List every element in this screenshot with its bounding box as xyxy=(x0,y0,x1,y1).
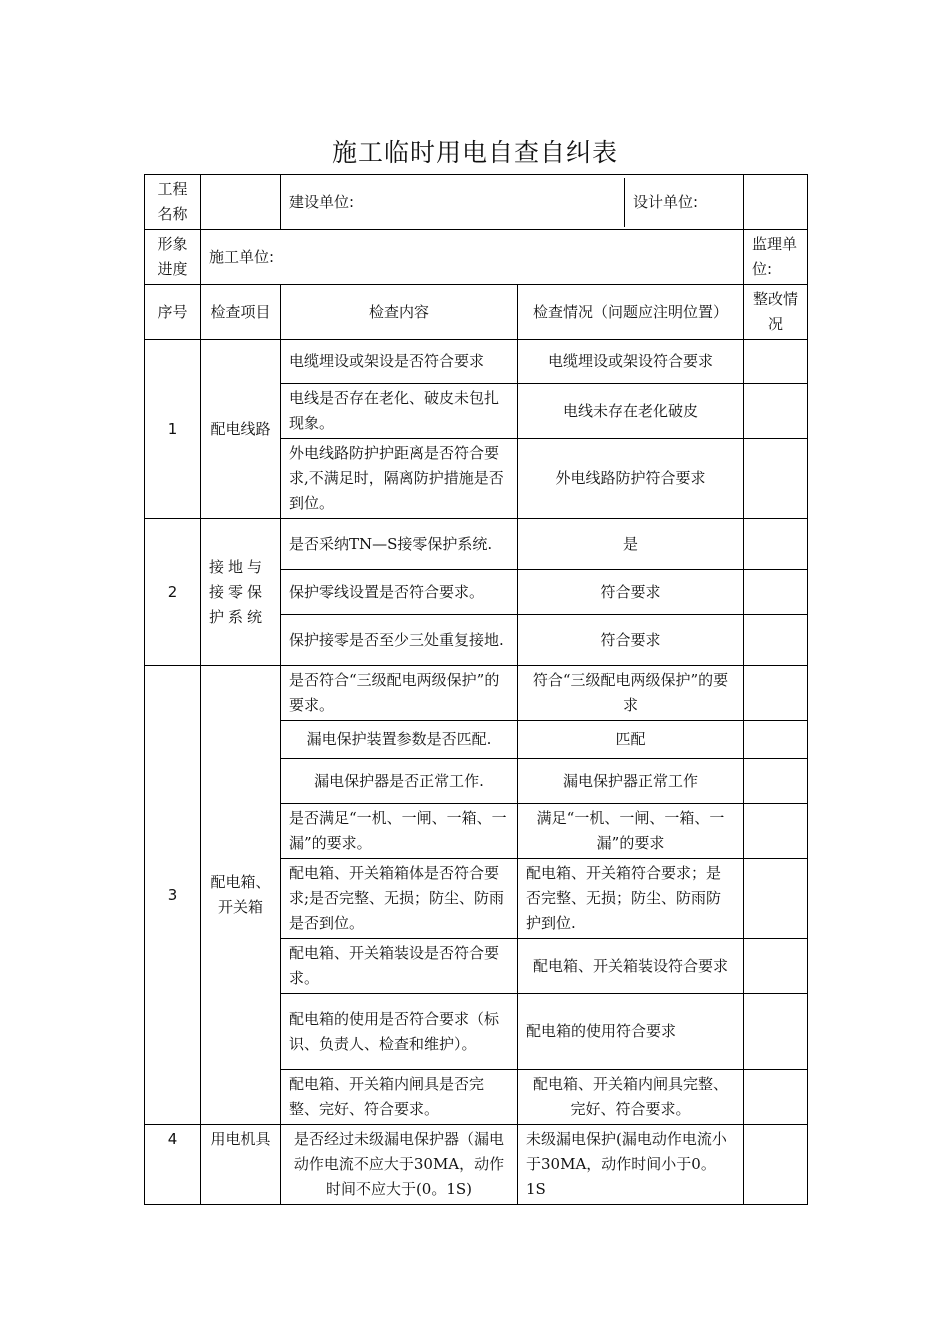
rectify-cell xyxy=(744,721,808,759)
status-cell: 符合要求 xyxy=(518,615,744,666)
builder-label: 建设单位: xyxy=(281,178,625,227)
status-cell: 匹配 xyxy=(518,721,744,759)
seq-cell: 3 xyxy=(145,666,201,1125)
status-cell: 电缆埋设或架设符合要求 xyxy=(518,340,744,384)
status-cell: 配电箱、开关箱装设符合要求 xyxy=(518,939,744,994)
builder-designer-cell xyxy=(281,175,744,230)
header-row-project xyxy=(145,175,808,230)
rectify-cell xyxy=(744,759,808,804)
col-item: 检查项目 xyxy=(201,285,281,340)
content-cell: 是否经过未级漏电保护器（漏电动作电流不应大于30MA，动作时间不应大于(0。1S) xyxy=(281,1125,518,1205)
rectify-cell xyxy=(744,859,808,939)
status-cell: 配电箱、开关箱内闸具完整、完好、符合要求。 xyxy=(518,1070,744,1125)
table-row xyxy=(145,340,808,384)
col-seq: 序号 xyxy=(145,285,201,340)
status-cell: 满足“一机、一闸、一箱、一漏”的要求 xyxy=(518,804,744,859)
item-cell: 用电机具 xyxy=(201,1125,281,1205)
status-cell: 符合“三级配电两级保护”的要求 xyxy=(518,666,744,721)
project-name-value xyxy=(201,175,281,230)
col-content: 检查内容 xyxy=(281,285,518,340)
content-cell: 是否符合“三级配电两级保护”的要求。 xyxy=(281,666,518,721)
content-cell: 配电箱的使用是否符合要求（标识、负责人、检查和维护）。 xyxy=(281,994,518,1070)
status-cell: 外电线路防护符合要求 xyxy=(518,439,744,519)
rectify-cell xyxy=(744,615,808,666)
supervisor-label: 监理单位: xyxy=(744,230,808,285)
col-rectify: 整改情况 xyxy=(744,285,808,340)
content-cell: 漏电保护装置参数是否匹配. xyxy=(281,721,518,759)
designer-label: 设计单位: xyxy=(633,192,699,211)
content-cell: 保护接零是否至少三处重复接地. xyxy=(281,615,518,666)
content-cell: 配电箱、开关箱箱体是否符合要求;是否完整、无损；防尘、防雨是否到位。 xyxy=(281,859,518,939)
page-title: 施工临时用电自查自纠表 xyxy=(331,138,618,167)
content-cell: 电缆埋设或架设是否符合要求 xyxy=(281,340,518,384)
rectify-cell xyxy=(744,519,808,570)
rectify-cell xyxy=(744,570,808,615)
status-cell: 配电箱、开关箱符合要求；是否完整、无损；防尘、防雨防护到位. xyxy=(518,859,744,939)
progress-label: 形象进度 xyxy=(145,230,201,285)
item-cell: 配电线路 xyxy=(201,340,281,519)
rectify-cell xyxy=(744,804,808,859)
content-cell: 外电线路防护护距离是否符合要求,不满足时，隔离防护措施是否到位。 xyxy=(281,439,518,519)
status-cell: 漏电保护器正常工作 xyxy=(518,759,744,804)
item-cell: 配电箱、开关箱 xyxy=(201,666,281,1125)
status-cell: 是 xyxy=(518,519,744,570)
rectify-cell xyxy=(744,994,808,1070)
content-cell: 电线是否存在老化、破皮未包扎现象。 xyxy=(281,384,518,439)
seq-cell: 4 xyxy=(145,1125,201,1205)
content-cell: 是否采纳TN—S接零保护系统. xyxy=(281,519,518,570)
rectify-cell xyxy=(744,666,808,721)
rectify-cell xyxy=(744,384,808,439)
content-cell: 配电箱、开关箱内闸具是否完整、完好、符合要求。 xyxy=(281,1070,518,1125)
project-name-label: 工程名称 xyxy=(145,175,201,230)
table-row xyxy=(145,666,808,721)
rectify-cell xyxy=(744,1070,808,1125)
rectify-cell xyxy=(744,340,808,384)
content-cell: 保护零线设置是否符合要求。 xyxy=(281,570,518,615)
table-row xyxy=(145,519,808,570)
seq-cell: 2 xyxy=(145,519,201,666)
item-cell: 接地与接零保护系统 xyxy=(201,519,281,666)
constructor-label: 施工单位: xyxy=(201,230,744,285)
column-header-row xyxy=(145,285,808,340)
col-status: 检查情况（问题应注明位置） xyxy=(518,285,744,340)
status-cell: 未级漏电保护(漏电动作电流小于30MA，动作时间小于0。1S xyxy=(518,1125,744,1205)
content-cell: 配电箱、开关箱装设是否符合要求。 xyxy=(281,939,518,994)
content-cell: 是否满足“一机、一闸、一箱、一漏”的要求。 xyxy=(281,804,518,859)
header-row-progress xyxy=(145,230,808,285)
inspection-table xyxy=(144,174,808,1205)
seq-cell: 1 xyxy=(145,340,201,519)
designer-spill xyxy=(744,175,808,230)
table-row xyxy=(145,1125,808,1205)
status-cell: 电线未存在老化破皮 xyxy=(518,384,744,439)
status-cell: 配电箱的使用符合要求 xyxy=(518,994,744,1070)
rectify-cell xyxy=(744,439,808,519)
rectify-cell xyxy=(744,1125,808,1205)
rectify-cell xyxy=(744,939,808,994)
content-cell: 漏电保护器是否正常工作. xyxy=(281,759,518,804)
status-cell: 符合要求 xyxy=(518,570,744,615)
